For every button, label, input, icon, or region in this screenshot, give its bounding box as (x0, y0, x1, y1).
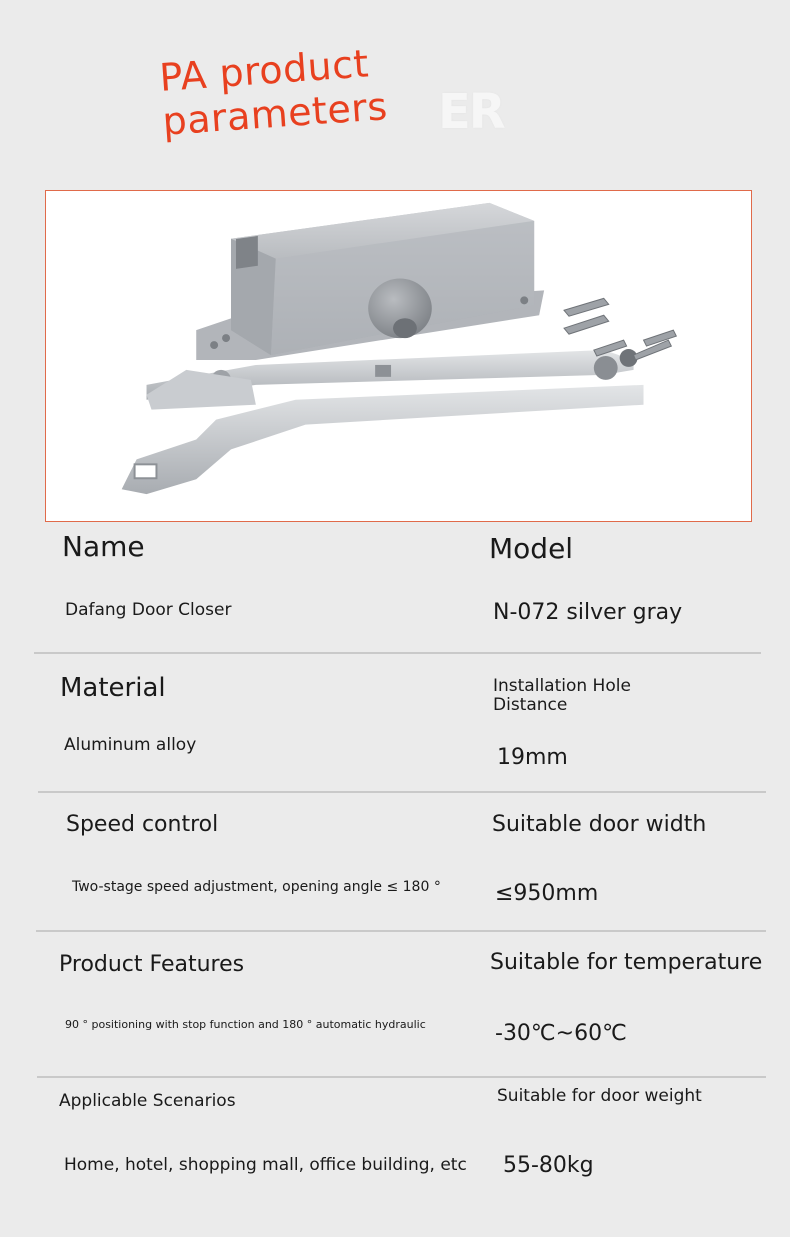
label-product-features: Product Features (59, 952, 245, 977)
label-speed-control: Speed control (66, 812, 219, 837)
label-applicable-scenarios: Applicable Scenarios (59, 1091, 236, 1111)
value-installation-hole-distance: 19mm (497, 745, 568, 770)
row-divider (34, 652, 761, 654)
value-suitable-door-weight: 55-80kg (503, 1153, 594, 1178)
value-model: N-072 silver gray (493, 600, 683, 625)
page-title: PA product parameters (158, 41, 390, 144)
brand-watermark: ER (438, 84, 504, 140)
value-material: Aluminum alloy (64, 735, 197, 755)
label-suitable-door-weight: Suitable for door weight (497, 1086, 702, 1106)
label-name: Name (62, 530, 145, 563)
door-closer-icon (46, 191, 751, 521)
product-photo (45, 190, 752, 522)
label-suitable-temperature: Suitable for temperature (490, 950, 763, 975)
label-model: Model (489, 532, 574, 565)
value-suitable-temperature: -30℃~60℃ (495, 1021, 627, 1046)
label-suitable-door-width: Suitable door width (492, 812, 707, 837)
value-suitable-door-width: ≤950mm (495, 881, 599, 906)
value-name: Dafang Door Closer (65, 600, 232, 620)
value-applicable-scenarios: Home, hotel, shopping mall, office building, etc (64, 1155, 467, 1175)
label-installation-hole-distance: Installation Hole Distance (493, 676, 631, 715)
row-divider (38, 791, 766, 793)
row-divider (37, 1076, 766, 1078)
value-product-features: 90 ° positioning with stop function and 180 ° automatic hydraulic (65, 1018, 426, 1031)
label-material: Material (60, 673, 166, 703)
row-divider (36, 930, 766, 932)
value-speed-control: Two-stage speed adjustment, opening angle ≤ 180 ° (72, 879, 441, 895)
